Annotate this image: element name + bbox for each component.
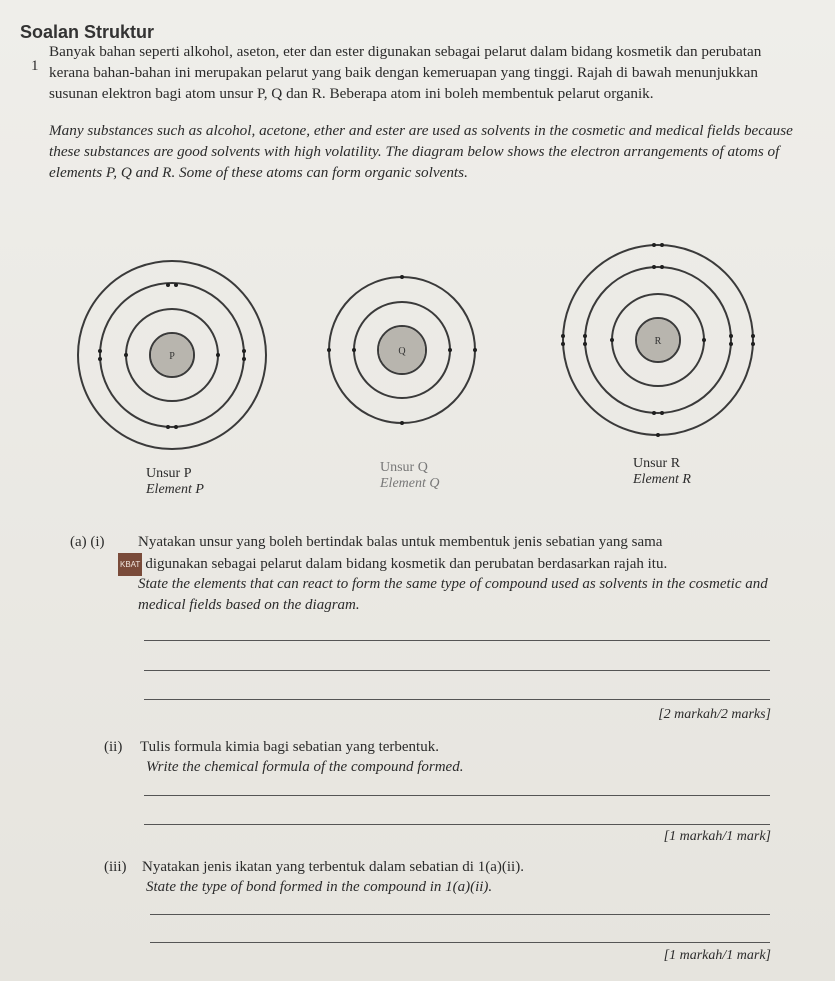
part-a-iii-english: State the type of bond formed in the compound in 1(a)(ii).	[146, 879, 493, 895]
part-a-iii-marks: [1 markah/1 mark]	[663, 948, 771, 963]
intro-english: Many substances such as alcohol, acetone, ether and ester are used as solvents in the cosmetic and medical fields because these substances are good solvents with high volatility. The diagram below shows the electron arrangements of atoms of elements P, Q and R. Some of these atoms can form organic solvents.	[49, 122, 793, 181]
atom-q-symbol: Q	[398, 346, 406, 357]
part-a-iii-number: (iii)	[104, 859, 127, 875]
kbat-badge: KBAT	[118, 553, 142, 576]
atom-r-label: Unsur R Element R	[633, 456, 691, 487]
answer-line-a-i-2[interactable]	[144, 670, 770, 671]
part-a-ii-number: (ii)	[104, 739, 123, 755]
question-number: 1	[31, 58, 39, 74]
answer-line-a-ii-2[interactable]	[144, 824, 770, 825]
part-a-ii-malay: Tulis formula kimia bagi sebatian yang terbentuk.	[140, 739, 439, 755]
part-a-iii-malay: Nyatakan jenis ikatan yang terbentuk dalam sebatian di 1(a)(ii).	[142, 859, 524, 875]
atom-r-symbol: R	[654, 336, 662, 347]
answer-line-a-iii-2[interactable]	[150, 942, 770, 943]
part-a-i-number: (a) (i)	[70, 534, 105, 550]
answer-line-a-iii-1[interactable]	[150, 914, 770, 915]
atom-p-symbol: P	[169, 351, 175, 362]
part-a-ii-english: Write the chemical formula of the compound formed.	[146, 759, 464, 775]
electron-arrangement-diagram	[60, 230, 800, 460]
section-heading: Soalan Struktur	[20, 22, 155, 42]
answer-line-a-i-3[interactable]	[144, 699, 770, 700]
answer-line-a-ii-1[interactable]	[144, 795, 770, 796]
atom-p-label: Unsur P Element P	[146, 466, 204, 497]
part-a-ii-marks: [1 markah/1 mark]	[663, 829, 771, 844]
intro-malay: Banyak bahan seperti alkohol, aseton, eter dan ester digunakan sebagai pelarut dalam bidang kosmetik dan perubatan kerana bahan-bahan ini merupakan pelarut yang baik dengan kemeruapan yang tinggi. Rajah di bawah menunjukkan susunan elektron bagi atom unsur P, Q dan R. Beberapa atom ini boleh membentuk pelarut organik.	[49, 43, 762, 102]
part-a-i-english: State the elements that can react to form the same type of compound used as solvents in the cosmetic and medical fields based on the diagram.	[138, 576, 768, 613]
part-a-i-malay-line1: Nyatakan unsur yang boleh bertindak balas untuk membentuk jenis sebatian yang sama	[138, 534, 663, 550]
atom-q-label: Unsur Q Element Q	[380, 460, 440, 491]
part-a-i-marks: [2 markah/2 marks]	[658, 707, 771, 722]
answer-line-a-i-1[interactable]	[144, 640, 770, 641]
part-a-i-malay-line2: KBAT digunakan sebagai pelarut dalam bidang kosmetik dan perubatan berdasarkan rajah itu.	[118, 553, 778, 576]
